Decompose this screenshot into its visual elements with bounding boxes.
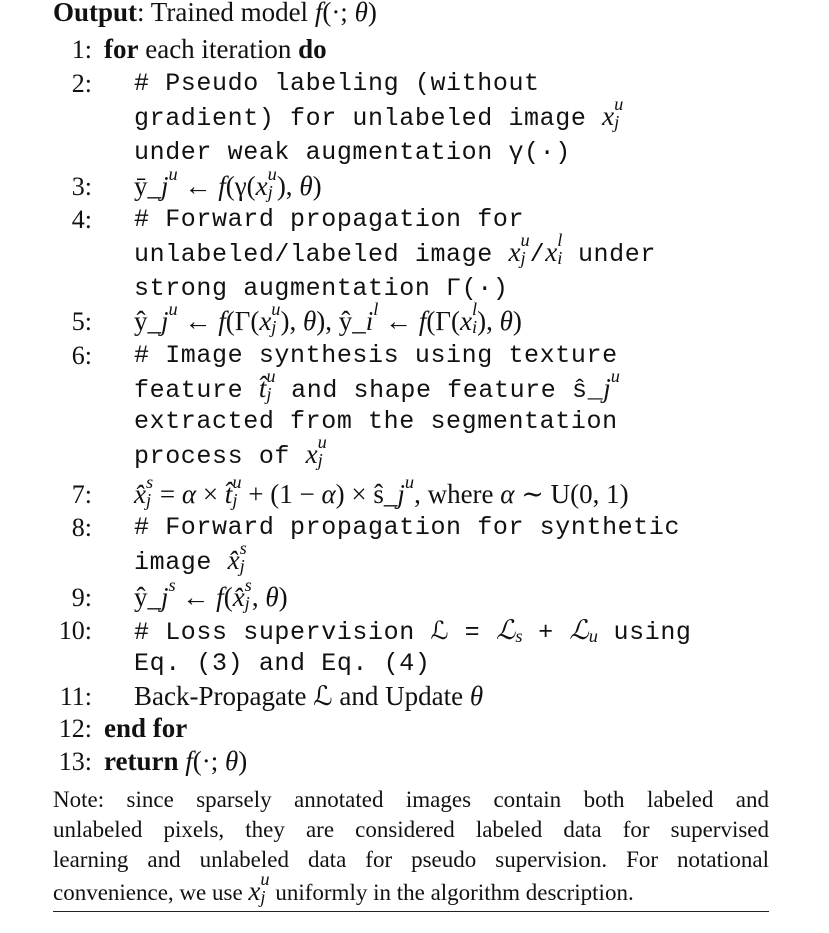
line-number: 6: — [71, 341, 92, 370]
line-text: # Forward propagation for synthetic — [134, 513, 681, 542]
note-line: convenience, we use x u j uniformly in the algorithm description. — [53, 869, 634, 907]
line-text: end for — [104, 713, 188, 743]
line-text: # Image synthesis using texture — [134, 341, 618, 370]
line-text: image x̂ s j — [134, 538, 247, 578]
output-text: : Trained model f(·; θ) — [137, 0, 377, 27]
line-text: Back-Propagate ℒ and Update θ — [134, 681, 484, 711]
line-text: ȳ_j u ← f(γ(x u j ), θ) — [134, 164, 322, 202]
line-text: ŷ_j s ← f(x̂ s j , θ) — [134, 575, 288, 613]
line-text: for each iteration do — [104, 34, 327, 64]
line-number: 7: — [71, 480, 92, 509]
line-number: 3: — [71, 172, 92, 201]
note-line: learning and unlabeled data for pseudo supervision. For notational — [53, 847, 769, 872]
line-text: # Pseudo labeling (without — [134, 69, 540, 98]
line-text: gradient) for unlabeled image x u j — [134, 94, 624, 134]
line-number: 9: — [71, 583, 92, 612]
bottom-rule — [53, 911, 769, 912]
line-number: 4: — [71, 205, 92, 234]
line-text: # Loss supervision ℒ = ℒ s + ℒ u using — [134, 615, 692, 648]
line-number: 11: — [59, 682, 92, 711]
line-text: unlabeled/labeled image x u j /x l i under — [134, 230, 656, 270]
line-number: 13: — [58, 747, 92, 776]
line-text: ŷ_j u ← f(Γ(x u j ), θ), ŷ_i l ← f(Γ(x l i ), θ) — [134, 299, 522, 337]
line-text: strong augmentation Γ(·) — [134, 274, 509, 303]
line-text: feature t̂ u j and shape feature ŝ_j u — [134, 366, 620, 406]
line-text: Eq. (3) and Eq. (4) — [134, 649, 431, 678]
line-number: 1: — [71, 35, 92, 64]
line-number: 5: — [71, 307, 92, 336]
line-number: 10: — [58, 616, 92, 645]
line-text: under weak augmentation γ(·) — [134, 138, 571, 167]
line-text: process of x u j — [134, 432, 327, 472]
algorithm-output-line — [53, 0, 377, 28]
line-text: return f(·; θ) — [104, 746, 248, 776]
algorithm-note — [53, 785, 769, 910]
line-number: 8: — [71, 513, 92, 542]
note-line: unlabeled pixels, they are considered labeled data for supervised — [53, 817, 769, 842]
note-line: Note: since sparsely annotated images contain both labeled and — [53, 787, 769, 812]
line-text: x̂ s j = α × t̂ u j + (1 − α) × ŝ_j u , where α ∼ U(0, 1) — [134, 472, 629, 510]
output-label: Output — [53, 0, 138, 27]
line-text: extracted from the segmentation — [134, 407, 618, 436]
line-text: # Forward propagation for — [134, 205, 525, 234]
line-number: 2: — [71, 69, 92, 98]
line-number: 12: — [58, 714, 92, 743]
